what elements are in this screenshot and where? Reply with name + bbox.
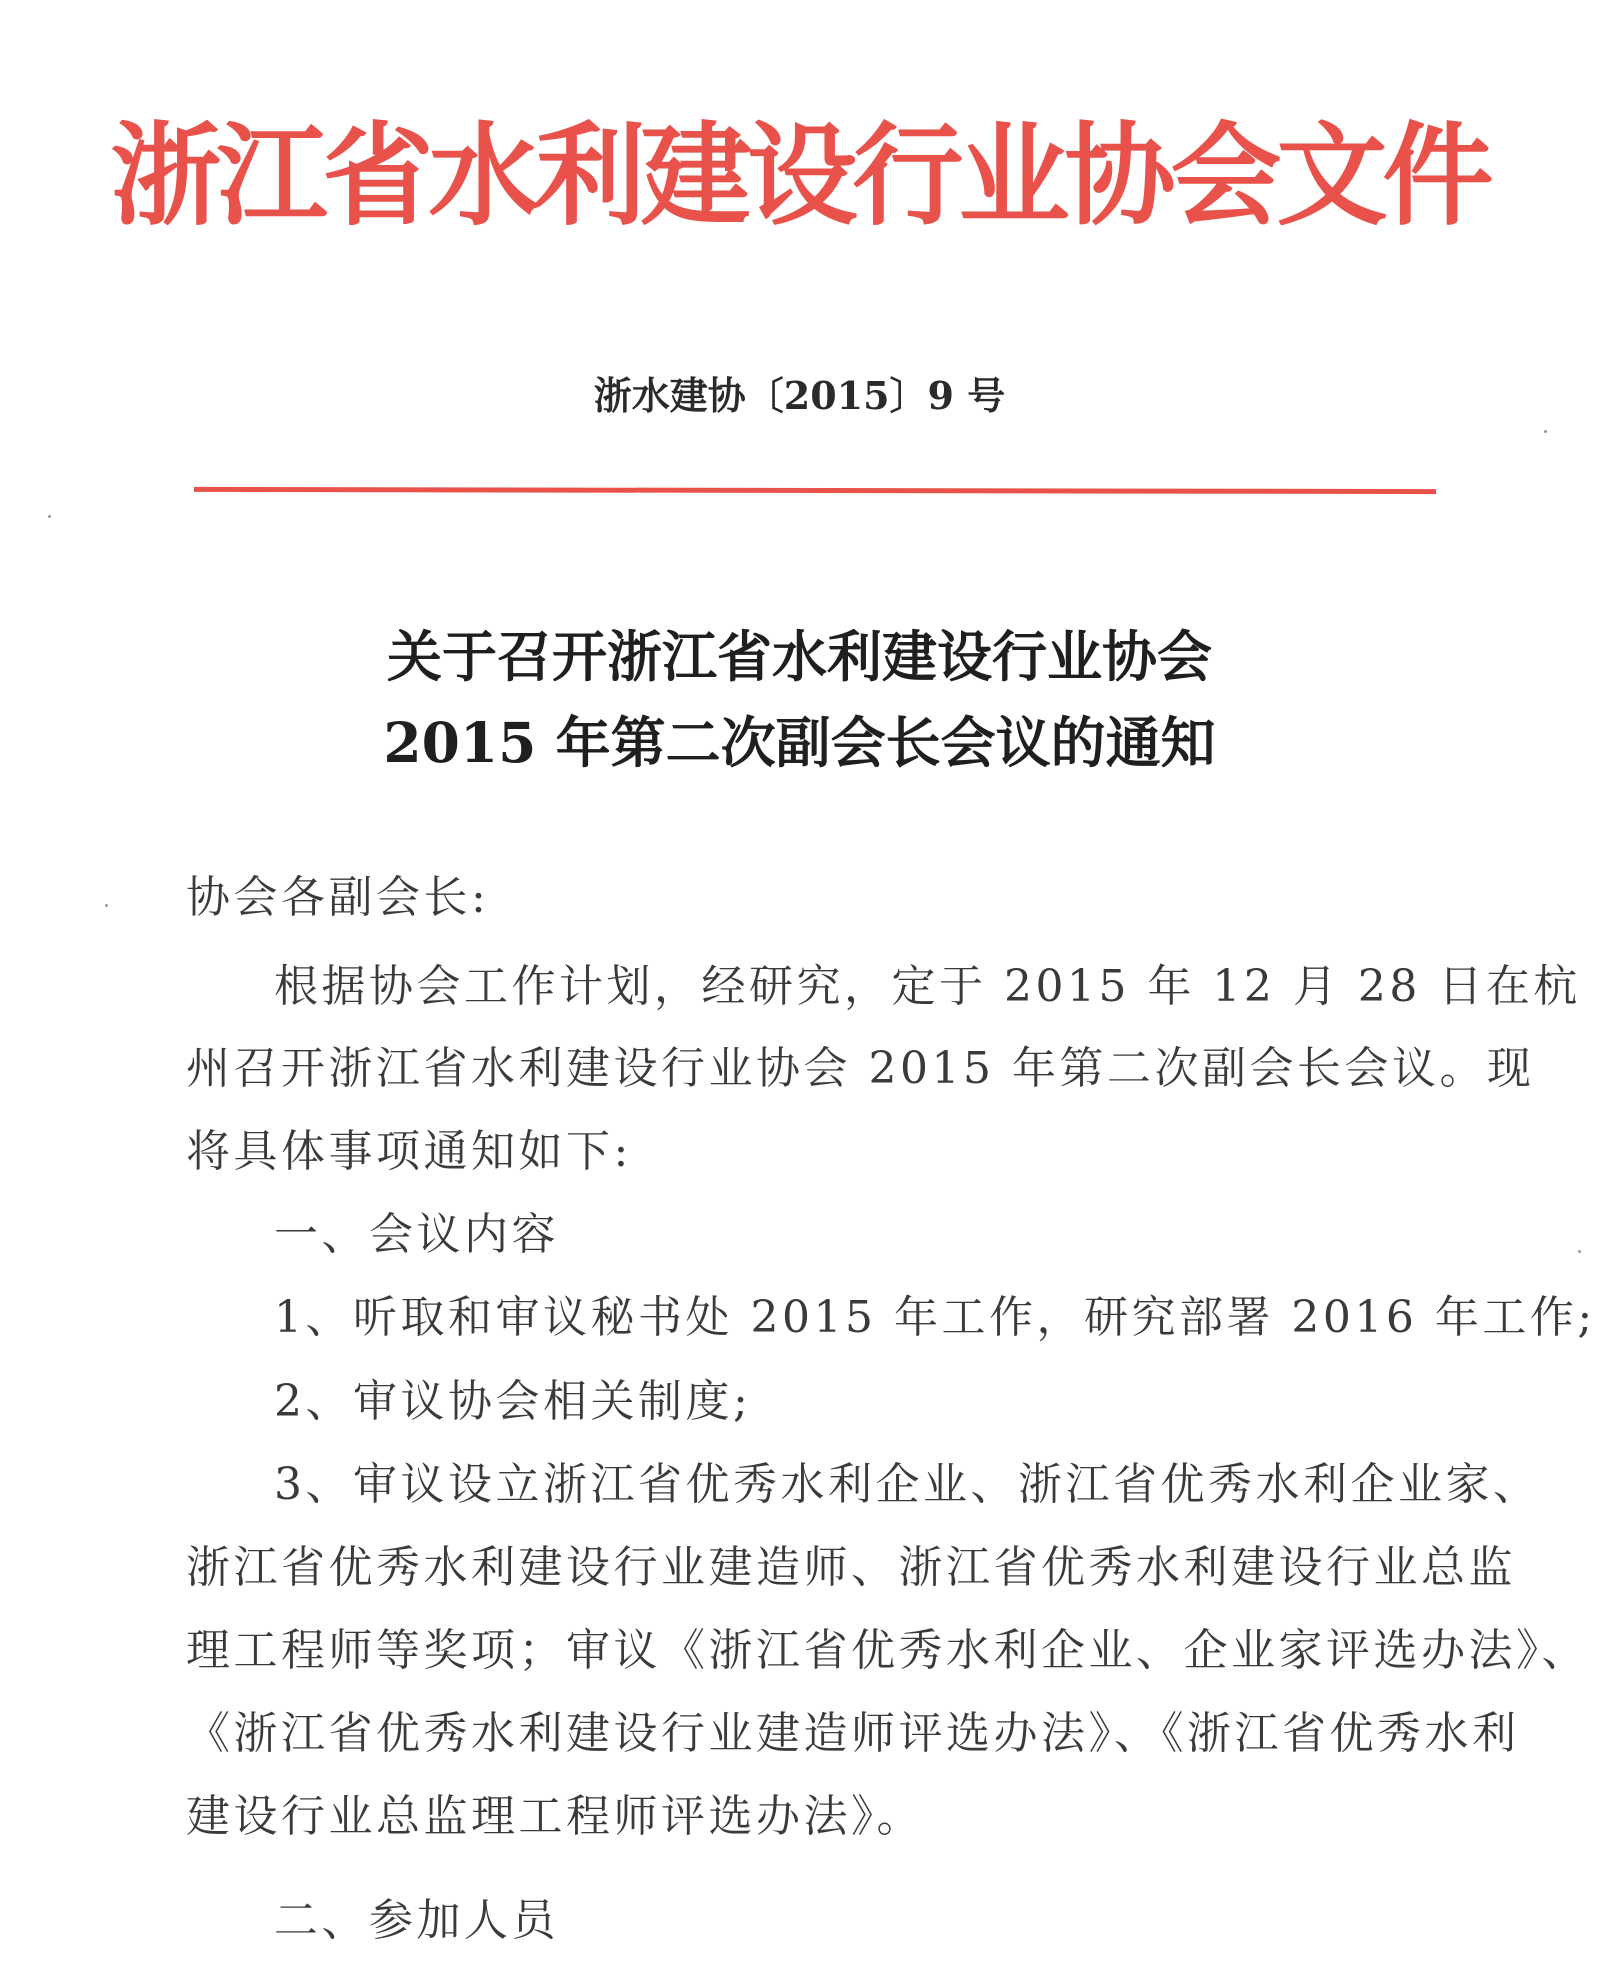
scan-speck	[48, 515, 51, 518]
salutation: 协会各副会长:	[186, 872, 490, 923]
document-number: 浙水建协〔2015〕9 号	[593, 373, 1006, 418]
notice-title-line-1: 关于召开浙江省水利建设行业协会	[386, 624, 1212, 689]
paragraph-line: 将具体事项通知如下:	[186, 1126, 632, 1177]
list-item-line: 《浙江省优秀水利建设行业建造师评选办法》、《浙江省优秀水利	[186, 1708, 1520, 1759]
scan-speck	[105, 904, 108, 907]
notice-title-line-2: 2015 年第二次副会长会议的通知	[383, 710, 1216, 775]
section-heading-participants: 二、参加人员	[274, 1895, 559, 1946]
list-item: 1、听取和审议秘书处 2015 年工作，研究部署 2016 年工作;	[274, 1292, 1596, 1343]
list-item-line: 浙江省优秀水利建设行业建造师、浙江省优秀水利建设行业总监	[186, 1542, 1516, 1593]
red-divider-rule	[194, 487, 1436, 494]
masthead-title: 浙江省水利建设行业协会文件	[110, 112, 1489, 241]
list-item-line: 建设行业总监理工程师评选办法》。	[186, 1791, 924, 1842]
paragraph-line: 州召开浙江省水利建设行业协会 2015 年第二次副会长会议。现	[186, 1043, 1535, 1094]
list-item-line: 3、审议设立浙江省优秀水利企业、浙江省优秀水利企业家、	[274, 1459, 1541, 1510]
scan-speck	[1578, 1250, 1581, 1253]
paragraph-line: 根据协会工作计划，经研究，定于 2015 年 12 月 28 日在杭	[274, 961, 1581, 1012]
section-heading-meeting-content: 一、会议内容	[274, 1209, 559, 1260]
scan-speck	[1544, 430, 1547, 433]
list-item: 2、审议协会相关制度;	[274, 1376, 752, 1427]
list-item-line: 理工程师等奖项；审议《浙江省优秀水利企业、企业家评选办法》、	[186, 1625, 1589, 1676]
